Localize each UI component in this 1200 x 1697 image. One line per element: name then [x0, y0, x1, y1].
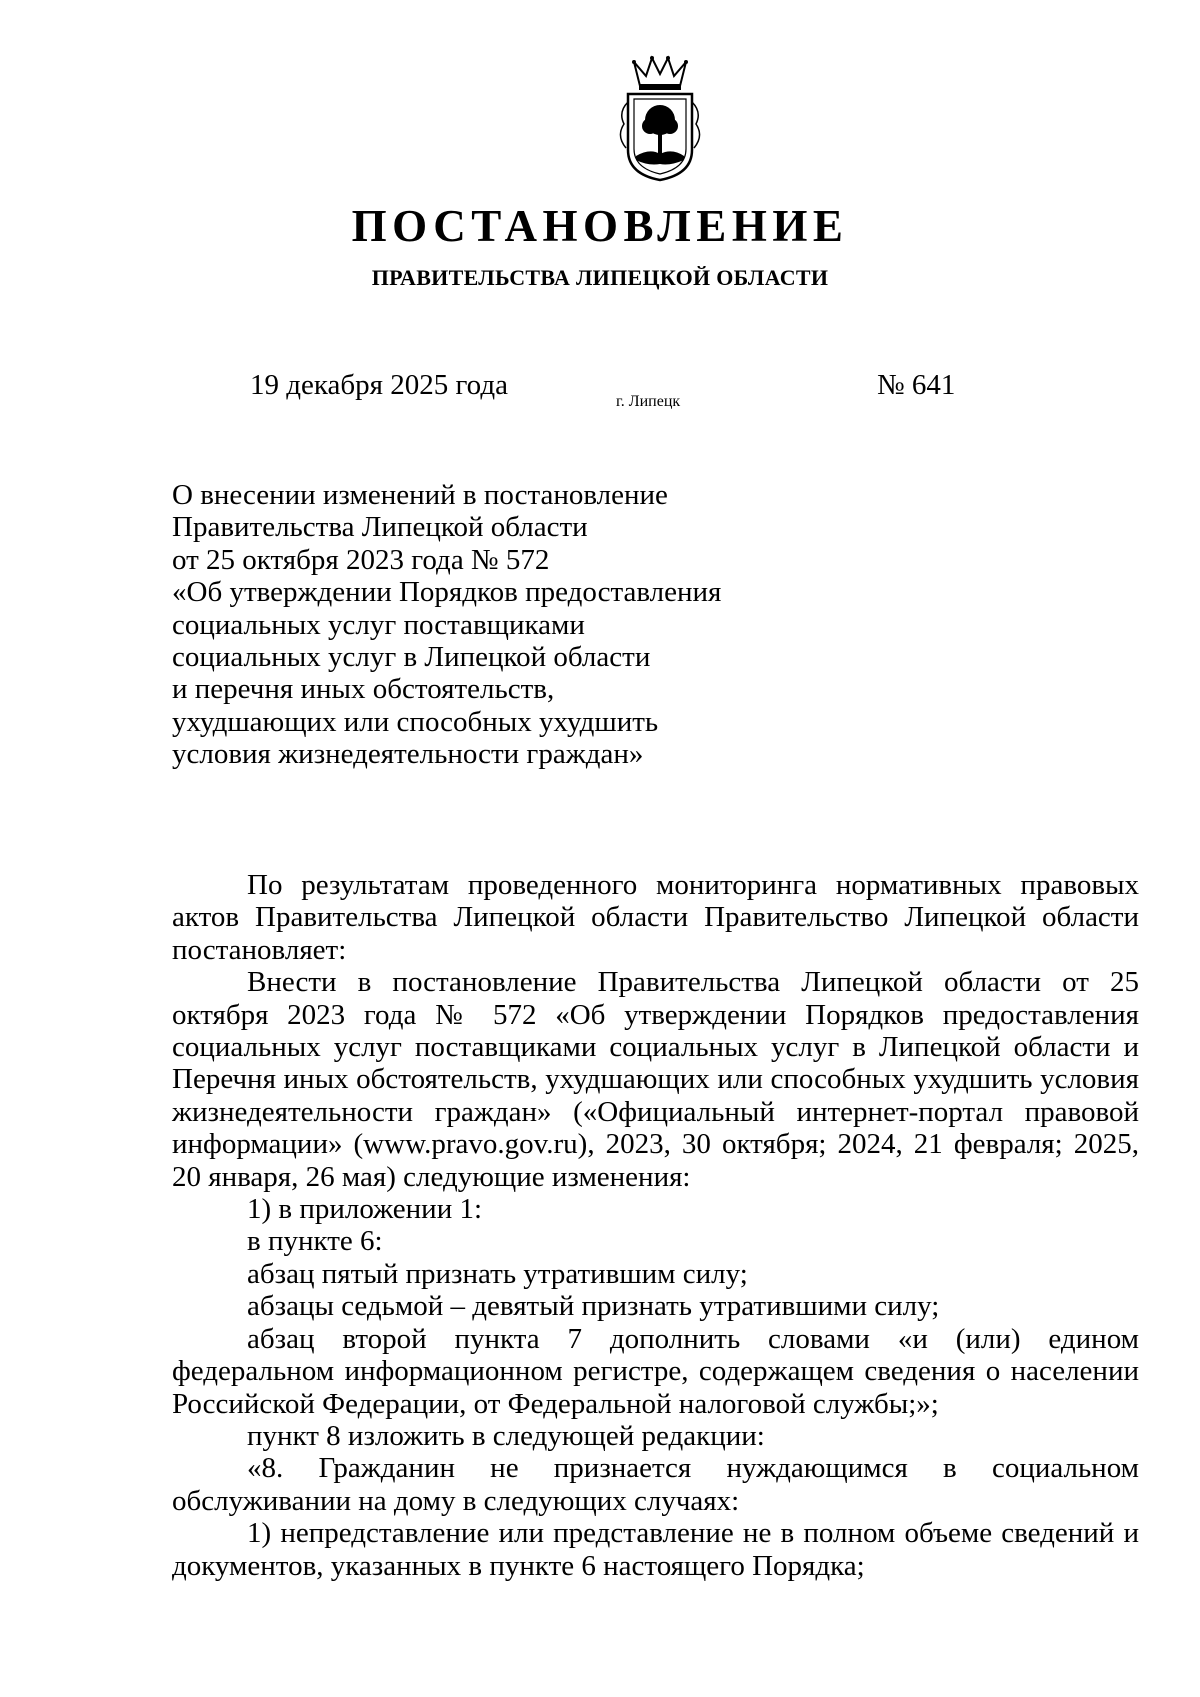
- body-paragraph: 1) в приложении 1:: [247, 1193, 483, 1226]
- heading-line: «Об утверждении Порядков предоставления: [172, 576, 722, 609]
- heading-line: от 25 октября 2023 года № 572: [172, 543, 550, 576]
- body-paragraph: абзацы седьмой – девятый признать утратившими силу;: [247, 1290, 940, 1323]
- body-paragraph: абзац пятый признать утратившим силу;: [247, 1257, 748, 1290]
- document-body: [172, 869, 1139, 1582]
- heading-line: условия жизнедеятельности граждан»: [172, 738, 644, 771]
- document-subtitle: ПРАВИТЕЛЬСТВА ЛИПЕЦКОЙ ОБЛАСТИ: [371, 265, 829, 290]
- document-city: г. Липецк: [616, 393, 681, 410]
- body-paragraph: Внести в постановление Правительства Липецкой области от 25 октября 2023 года № 572 «Об утверждении Порядков предоставления социальных услуг поставщиками социальных услуг в Липецкой области и Перечня иных обстоятельств, ухудшающих или способных ухудшить условия жизнедеятельности граждан» («Официальный интернет-портал правовой информации» (www.pravo.gov.ru), 2023, 30 октября; 2024, 21 февраля; 2025, 20 января, 26 мая) следующие изменения:: [172, 966, 1139, 1193]
- heading-line: социальных услуг в Липецкой области: [172, 641, 651, 674]
- heading-line: Правительства Липецкой области: [172, 511, 588, 544]
- heading-line: социальных услуг поставщиками: [172, 608, 585, 641]
- coat-of-arms-icon: [610, 52, 710, 182]
- body-paragraph: 1) непредставление или представление не в полном объеме сведений и документов, указанных в пункте 6 настоящего Порядка;: [172, 1517, 1139, 1582]
- body-paragraph: По результатам проведенного мониторинга нормативных правовых актов Правительства Липецкой области Правительство Липецкой области постановляет:: [172, 869, 1139, 966]
- heading-line: О внесении изменений в постановление: [172, 479, 668, 511]
- heading-line: и перечня иных обстоятельств,: [172, 673, 555, 706]
- body-paragraph: «8. Гражданин не признается нуждающимся в социальном обслуживании на дому в следующих случаях:: [172, 1452, 1139, 1517]
- document-title: ПОСТАНОВЛЕНИЕ: [351, 201, 849, 251]
- document-heading: [172, 479, 772, 771]
- document-date: 19 декабря 2025 года: [250, 369, 508, 401]
- heading-line: ухудшающих или способных ухудшить: [172, 705, 659, 738]
- body-paragraph: абзац второй пункта 7 дополнить словами «и (или) едином федеральном информационном регистре, содержащем сведения о населении Российской Федерации, от Федеральной налоговой службы;»;: [172, 1322, 1139, 1420]
- body-paragraph: в пункте 6:: [247, 1225, 383, 1258]
- document-number: № 641: [877, 369, 956, 401]
- body-paragraph: пункт 8 изложить в следующей редакции:: [247, 1419, 765, 1452]
